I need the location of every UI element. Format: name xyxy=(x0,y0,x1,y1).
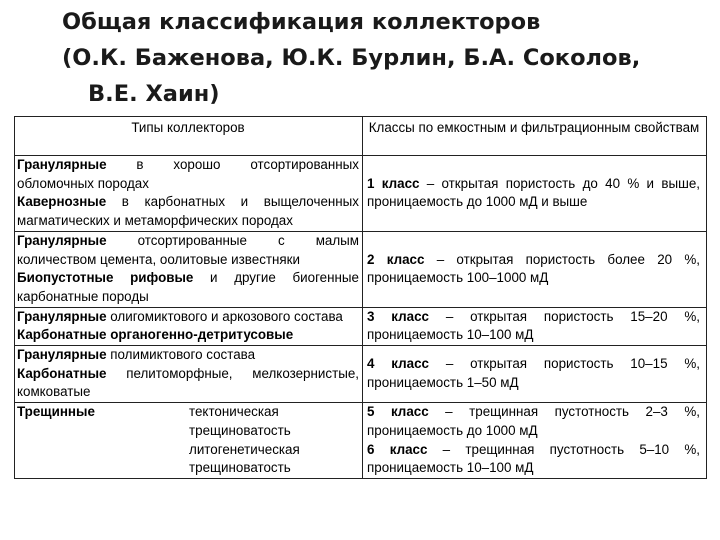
collector-type: Биопустотные рифовые и другие биогенные карбонатные породы xyxy=(17,270,359,304)
collector-type-cell xyxy=(15,156,363,232)
collector-type-cell xyxy=(15,346,363,403)
fracture-label: Трещинные xyxy=(17,404,95,420)
collector-type: Гранулярные отсортированные с малым количеством цемента, оолитовые известняки xyxy=(17,232,359,267)
class-cell: 1 класс – открытая пористость до 40 % и выше, проницаемость до 1000 мД и выше xyxy=(363,156,707,232)
page-title xyxy=(62,4,712,112)
collector-type: Карбонатные органогенно-детритусовые xyxy=(17,327,294,343)
collector-type: Карбонатные пелитоморфные, мелкозернистые, комковатые xyxy=(17,365,359,400)
fracture-subtype-list xyxy=(189,403,359,478)
header-types: Типы коллекторов xyxy=(15,117,363,156)
title-line-1: Общая классификация коллекторов xyxy=(62,9,541,35)
title-line-3: В.Е. Хаин) xyxy=(88,81,220,107)
table-row xyxy=(15,156,707,232)
collector-type: Кавернозные в карбонатных и выщелоченных магматических и метаморфических породах xyxy=(17,194,359,229)
collector-type-cell xyxy=(15,403,363,479)
collector-type: Гранулярные в хорошо отсортированных обломочных породах xyxy=(17,157,359,191)
table-header-row xyxy=(15,117,707,156)
table-row-fracture xyxy=(15,403,707,479)
collector-type: Гранулярные олигомиктового и аркозового состава xyxy=(17,308,343,324)
class-5: 5 класс – трещинная пустотность 2–3 %, проницаемость до 1000 мД xyxy=(367,404,701,438)
fracture-subtypes xyxy=(17,403,359,478)
class-cell: 4 класс – открытая пористость 10–15 %, проницаемость 1–50 мД xyxy=(363,346,707,403)
classification-table xyxy=(14,116,707,479)
title-line-2: (О.К. Баженова, Ю.К. Бурлин, Б.А. Соколов, xyxy=(62,45,641,71)
class-cell: 2 класс – открытая пористость более 20 %, проницаемость 100–1000 мД xyxy=(363,231,707,307)
collector-type-cell xyxy=(15,307,363,345)
header-classes: Классы по емкостным и фильтрационным свойствам xyxy=(363,117,707,156)
class-cell xyxy=(363,403,707,479)
collector-type-cell xyxy=(15,231,363,307)
class-cell: 3 класс – открытая пористость 15–20 %, проницаемость 10–100 мД xyxy=(363,307,707,345)
table-row xyxy=(15,346,707,403)
class-6: 6 класс – трещинная пустотность 5–10 %, проницаемость 10–100 мД xyxy=(367,441,700,476)
table-row xyxy=(15,307,707,345)
fracture-subtype: тектоническая трещиноватость xyxy=(189,404,291,438)
fracture-subtype: литогенетическая трещиноватость xyxy=(189,441,300,476)
table-row xyxy=(15,231,707,307)
collector-type: Гранулярные полимиктового состава xyxy=(17,347,256,363)
